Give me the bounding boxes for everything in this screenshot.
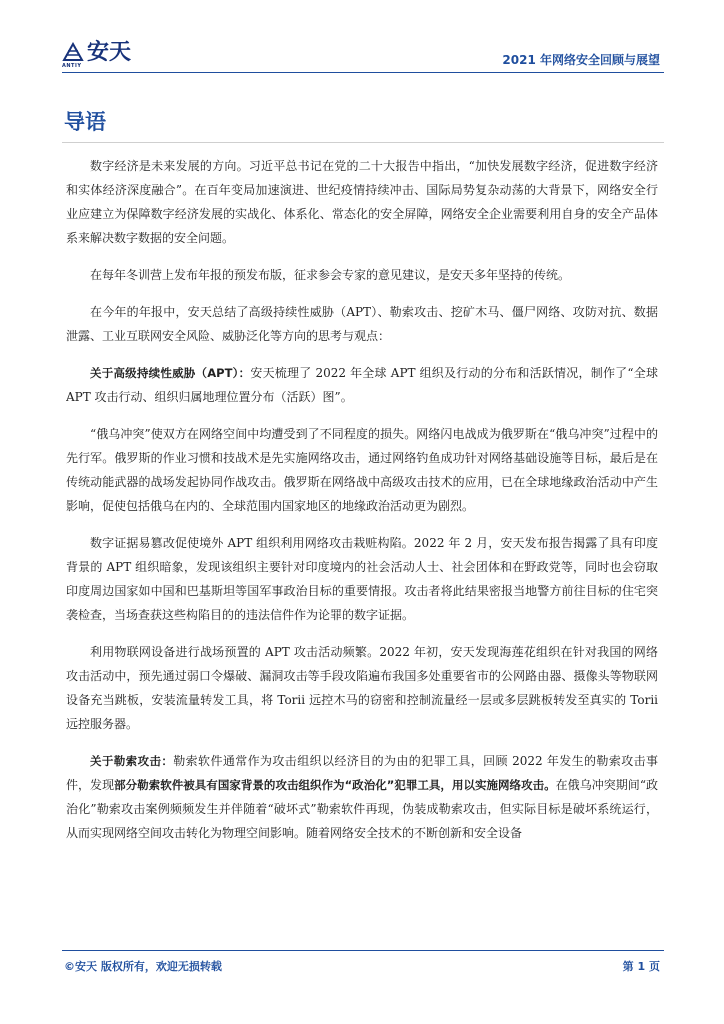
bold-run: 关于高级持续性威胁（APT）：: [90, 366, 251, 380]
text-run: 数字证据易篡改促使境外 APT 组织利用网络攻击栽赃构陷。2022 年 2 月，安天发布报告揭露了具有印度背景的 APT 组织暗象，发现该组织主要针对印度境内的社会活动人士、社会团体和在野政党等，同时也会窃取印度周边国家如中国和巴基斯坦等国军事政治目标的重要情报。攻击者将此结果密报当地警方前往目标的住宅突袭检查，当场查获这些构陷目的的违法信件作为论罪的数字证据。: [66, 536, 658, 622]
paragraph: [66, 531, 658, 627]
paragraph: [66, 361, 658, 409]
text-run: 勒索软件通常作为攻击组织以经济目的为由的犯罪工具，回顾 2022 年发生的勒索攻击事件，发现: [66, 754, 658, 792]
text-run: 利用物联网设备进行战场预置的 APT 攻击活动频繁。2022 年初，安天发现海莲花组织在针对我国的网络攻击活动中，预先通过弱口令爆破、漏洞攻击等手段攻陷遍布我国多处重要省市的公网路由器、摄像头等物联网设备充当跳板，安装流量转发工具，将 Torii 远控木马的窃密和控制流量经一层或多层跳板转发至真实的 Torii 远控服务器。: [66, 645, 658, 731]
header-divider: [62, 72, 664, 73]
title-divider: [62, 142, 664, 143]
bold-run: 部分勒索软件被具有国家背景的攻击组织作为“政治化”犯罪工具，用以实施网络攻击。: [114, 778, 556, 792]
footer-divider: [62, 950, 664, 951]
paragraph: [66, 300, 658, 348]
text-run: 在俄乌冲突期间“政治化”勒索攻击案例频频发生并伴随着“破坏式”勒索软件再现，伪装成勒索攻击，但实际目标是破坏系统运行，从而实现网络空间攻击转化为物理空间影响。随着网络安全技术的不断创新和安全设备: [66, 778, 658, 840]
section-title: 导语: [64, 110, 106, 134]
paragraph: [66, 749, 658, 845]
text-run: “俄乌冲突”使双方在网络空间中均遭受到了不同程度的损失。网络闪电战成为俄罗斯在“俄乌冲突”过程中的先行军。俄罗斯的作业习惯和技战术是先实施网络攻击，通过网络钓鱼成功针对网络基础设施等目标，最后是在传统动能武器的战场发起协同作战攻击。俄罗斯在网络战中高级攻击技术的应用，已在全球地缘政治活动中产生影响，促使包括俄乌在内的、全球范围内国家地区的地缘政治活动更为剧烈。: [66, 427, 658, 513]
copyright-notice: ©安天 版权所有，欢迎无损转载: [64, 960, 222, 973]
logo-text: 安天: [87, 40, 132, 65]
page-number: 第 1 页: [622, 960, 660, 973]
report-title: 2021 年网络安全回顾与展望: [502, 53, 660, 67]
paragraph: [66, 263, 658, 287]
paragraph: [66, 640, 658, 736]
body-text: [66, 154, 658, 944]
antiy-logo: [62, 40, 132, 69]
page-header: [0, 0, 724, 80]
paragraph: [66, 154, 658, 250]
logo-subtext: ANTIY: [62, 63, 82, 69]
text-run: 在今年的年报中，安天总结了高级持续性威胁（APT）、勒索攻击、挖矿木马、僵尸网络、攻防对抗、数据泄露、工业互联网安全风险、威胁泛化等方向的思考与观点：: [66, 305, 658, 343]
text-run: 在每年冬训营上发布年报的预发布版，征求参会专家的意见建议，是安天多年坚持的传统。: [90, 268, 571, 282]
paragraph: [66, 422, 658, 518]
bold-run: 关于勒索攻击：: [90, 754, 174, 768]
text-run: 安天梳理了 2022 年全球 APT 组织及行动的分布和活跃情况，制作了“全球 APT 攻击行动、组织归属地理位置分布（活跃）图”。: [66, 366, 658, 404]
logo-mark-icon: [62, 42, 84, 69]
text-run: 数字经济是未来发展的方向。习近平总书记在党的二十大报告中指出，“加快发展数字经济，促进数字经济和实体经济深度融合”。在百年变局加速演进、世纪疫情持续冲击、国际局势复杂动荡的大背景下，网络安全行业应建立为保障数字经济发展的实战化、体系化、常态化的安全屏障，网络安全企业需要利用自身的安全产品体系来解决数字数据的安全问题。: [66, 159, 658, 245]
